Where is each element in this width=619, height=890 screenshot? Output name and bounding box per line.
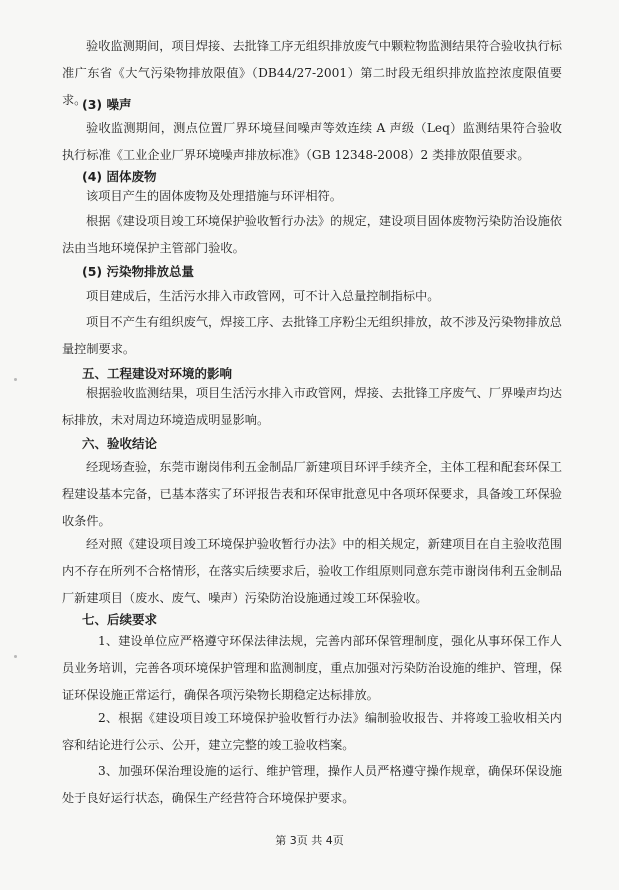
paragraph-environment-impact: 根据验收监测结果，项目生活污水排入市政管网，焊接、去批锋工序废气、厂界噪声均达标排放，未对周边环境造成明显影响。 [62, 386, 562, 427]
paragraph-noise-monitoring: 验收监测期间，测点位置厂界环境昼间噪声等效连续 A 声级（Leq）监测结果符合验收执行标准《工业企业厂界环境噪声排放标准》（GB 12348-2008）2 类排放限值要求。 [62, 121, 562, 162]
heading-solid-waste: (4) 固体废物 [82, 169, 157, 184]
binding-hole-mark [14, 378, 17, 381]
binding-hole-mark [14, 655, 17, 658]
paragraph-wastewater: 项目建成后，生活污水排入市政管网，可不计入总量控制指标中。 [86, 289, 440, 303]
heading-follow-up: 七、后续要求 [82, 612, 158, 627]
paragraph-conclusion-1: 经现场查验，东莞市谢岗伟利五金制品厂新建项目环评手续齐全，主体工程和配套环保工程建设基本完备，已基本落实了环评报告表和环保审批意见中各项环保要求，具备竣工环保验收条件。 [62, 460, 562, 528]
heading-environment-impact: 五、工程建设对环境的影响 [82, 366, 233, 381]
paragraph-air-monitoring: 验收监测期间，项目焊接、去批锋工序无组织排放废气中颗粒物监测结果符合验收执行标准广东省《大气污染物排放限值》（DB44/27-2001）第二时段无组织排放监控浓度限值要求。 [62, 39, 562, 107]
paragraph-conclusion-2: 经对照《建设项目竣工环境保护验收暂行办法》中的相关规定，新建项目在自主验收范围内不存在所列不合格情形，在落实后续要求后，验收工作组原则同意东莞市谢岗伟利五金制品厂新建项目（废水、废气、噪声）污染防治设施通过竣工环保验收。 [62, 537, 562, 605]
page-number: 第 3页 共 4页 [275, 834, 344, 847]
paragraph-solid-waste: 该项目产生的固体废物及处理措施与环评相符。 [86, 189, 342, 203]
heading-total-emissions: (5) 污染物排放总量 [82, 264, 194, 279]
paragraph-follow-up-1: 1、建设单位应严格遵守环保法律法规，完善内部环保管理制度，强化从事环保工作人员业务培训，完善各项环境保护管理和监测制度，重点加强对污染防治设施的维护、管理，保证环保设施正常运行，确保各项污染物长期稳定达标排放。 [62, 634, 562, 702]
heading-noise: (3) 噪声 [82, 97, 132, 112]
paragraph-follow-up-2: 2、根据《建设项目竣工环境保护验收暂行办法》编制验收报告、并将竣工验收相关内容和结论进行公示、公开，建立完整的竣工验收档案。 [62, 711, 562, 752]
paragraph-solid-waste-acceptance: 根据《建设项目竣工环境保护验收暂行办法》的规定，建设项目固体废物污染防治设施依法由当地环境保护主管部门验收。 [62, 214, 562, 255]
paragraph-exhaust: 项目不产生有组织废气，焊接工序、去批锋工序粉尘无组织排放，故不涉及污染物排放总量控制要求。 [62, 315, 562, 356]
paragraph-follow-up-3: 3、加强环保治理设施的运行、维护管理，操作人员严格遵守操作规章，确保环保设施处于良好运行状态，确保生产经营符合环境保护要求。 [62, 764, 562, 805]
heading-conclusion: 六、验收结论 [82, 436, 158, 451]
